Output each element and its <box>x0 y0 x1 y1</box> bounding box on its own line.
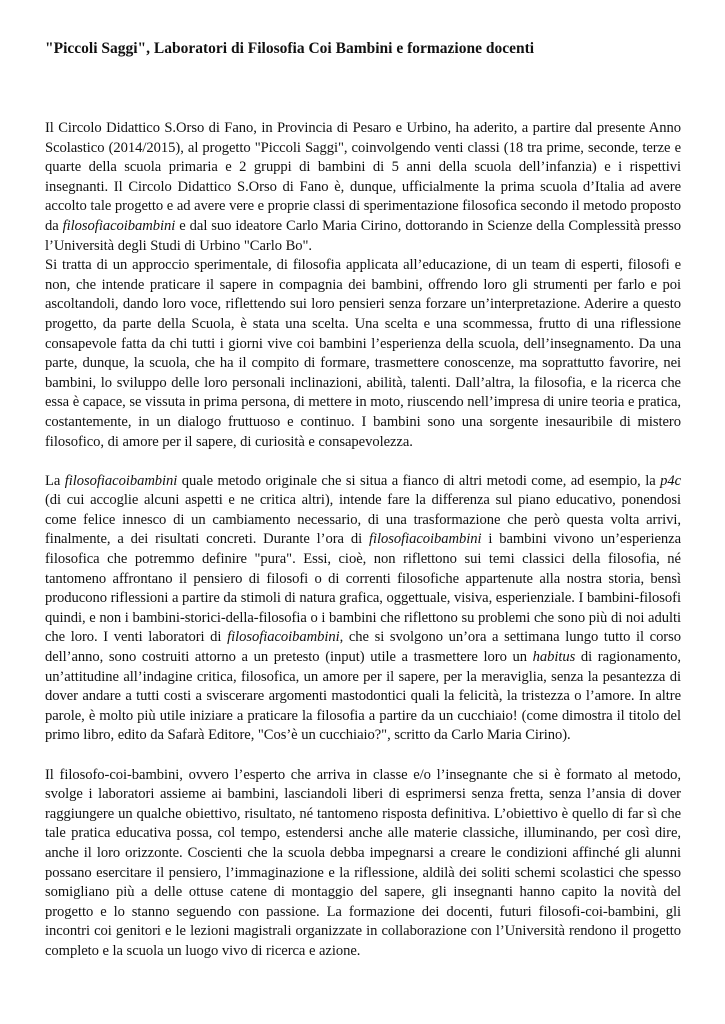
paragraph-spacer <box>45 746 681 766</box>
emphasis-filosofiacoibambini: filosofiacoibambini <box>368 531 482 548</box>
emphasis-filosofiacoibambini: filosofiacoibambini <box>64 472 178 489</box>
paragraph-3: La filosofiacoibambini quale metodo originale che si situa a fianco di altri metodi come, ad esempio, la p4c (di cui accoglie alcuni aspetti e ne critica altri), intende fare la differenza sul piano educativo, ponendosi come felice innesco di un cambiamento necessario, di una trasformazione che però questa volta arrivi, finalmente, a dei risultati concreti. Durante l’ora di filosofiacoibambini i bambini vivono un’esperienza filosofica che potremmo definire "pura". Essi, cioè, non riflettono sui temi classici della filosofia, né tantomeno affrontano il pensiero di filosofi o di correnti filosofiche appartenute alla nostra storia, bensì producono riflessioni a partire da stimoli di natura grafica, oggettuale, visiva, esperienziale. I bambini-filosofi quindi, e non i bambini-storici-della-filosofia o i bambini che riflettono su problemi che sono più di noi adulti che loro. I venti laboratori di filosofiacoibambini, che si svolgono un’ora a settimana lungo tutto il corso dell’anno, sono costruiti attorno a un pretesto (input) utile a trasmettere loro un habitus di ragionamento, un’attitudine all’indagine critica, filosofica, un amore per il sapere, per la meraviglia, senza la pesantezza di dover andare a tutti costi a sviscerare argomenti mastodontici quali la felicità, la tristezza o l’amore. In altre parole, è molto più utile iniziare a praticare la filosofia a partire da un cucchiaio! (come dimostra il titolo del primo libro, edito da Safarà Editore, "Cos’è un cucchiaio?", scritto da Carlo Maria Cirino). <box>45 472 682 744</box>
paragraph-2: Si tratta di un approccio sperimentale, di filosofia applicata all’educazione, di un team di esperti, filosofi e non, che intende praticare il sapere in compagnia dei bambini, offrendo loro gli strumenti per farlo e poi ascoltandoli, dando loro voce, riflettendo sui loro pensieri senza forzare un’interpretazione. Aderire a questo progetto, da parte della Scuola, è stata una scelta. Una scelta e una scommessa, frutto di una riflessione consapevole fatta da chi tutti i giorni vive coi bambini l’esperienza della scuola, dell’insegnamento. Da una parte, dunque, la scuola, che ha il compito di formare, trasmettere conoscenze, ma soprattutto favorire, nei bambini, lo sviluppo delle loro personali inclinazioni, abilità, talenti. Dall’altra, la filosofia, e la ricerca che essa è capace, se vissuta in prima persona, di mettere in moto, riuscendo nell’impresa di unire teoria e pratica, costantemente, in un dialogo fruttuoso e continuo. I bambini sono una sorgente inesauribile di mistero filosofico, di amore per il sapere, di curiosità e consapevolezza. <box>45 257 681 450</box>
document-title: "Piccoli Saggi", Laboratori di Filosofia Coi Bambini e formazione docenti <box>45 40 535 57</box>
emphasis-filosofiacoibambini: filosofiacoibambini <box>227 629 340 646</box>
paragraph-4: Il filosofo-coi-bambini, ovvero l’esperto che arriva in classe e/o l’insegnante che si è formato al metodo, svolge i laboratori assieme ai bambini, lasciandoli liberi di esprimersi senza fretta, senza l’ansia di dover raggiungere un qualche obiettivo, risultato, né tantomeno risposta definitiva. L’obiettivo è quello di far sì che tale pratica educativa possa, col tempo, estendersi anche alle materie classiche, illuminando, per così dire, anche il loro orizzonte. Coscienti che la scuola debba impegnarsi a creare le condizioni affinché gli alunni possano esercitare il pensiero, l’immaginazione e la riflessione, aldilà dei soliti schemi scolastici che spesso somigliano più a delle ottuse catene di montaggio del sapere, gli insegnanti hanno capito la novità del progetto e lo stanno seguendo con passione. La formazione dei docenti, futuri filosofi-coi-bambini, gli incontri coi genitori e le lezioni magistrali organizzate in collaborazione con l’Università rendono il progetto completo e la scuola un luogo vivo di ricerca e azione. <box>45 766 681 959</box>
paragraph-spacer <box>45 452 681 472</box>
paragraph-1: Il Circolo Didattico S.Orso di Fano, in Provincia di Pesaro e Urbino, ha aderito, a partire dal presente Anno Scolastico (2014/2015), al progetto "Piccoli Saggi", coinvolgendo venti classi (18 tra prime, seconde, terze e quarte della scuola primaria e 2 gruppi di bambini di 5 anni della scuola dell’infanzia) e i rispettivi insegnanti. Il Circolo Didattico S.Orso di Fano è, dunque, ufficialmente la prima scuola d’Italia ad avere accolto tale progetto e ad avere vere e proprie classi di sperimentazione filosofica secondo il metodo proposto da filosofiacoibambini e dal suo ideatore Carlo Maria Cirino, dottorando in Scienze della Complessità presso l’Università degli Studi di Urbino "Carlo Bo". <box>45 120 681 254</box>
emphasis-p4c: p4c <box>660 472 682 489</box>
emphasis-filosofiacoibambini: filosofiacoibambini <box>62 217 176 234</box>
document-page <box>45 38 681 962</box>
emphasis-habitus: habitus <box>532 649 576 666</box>
